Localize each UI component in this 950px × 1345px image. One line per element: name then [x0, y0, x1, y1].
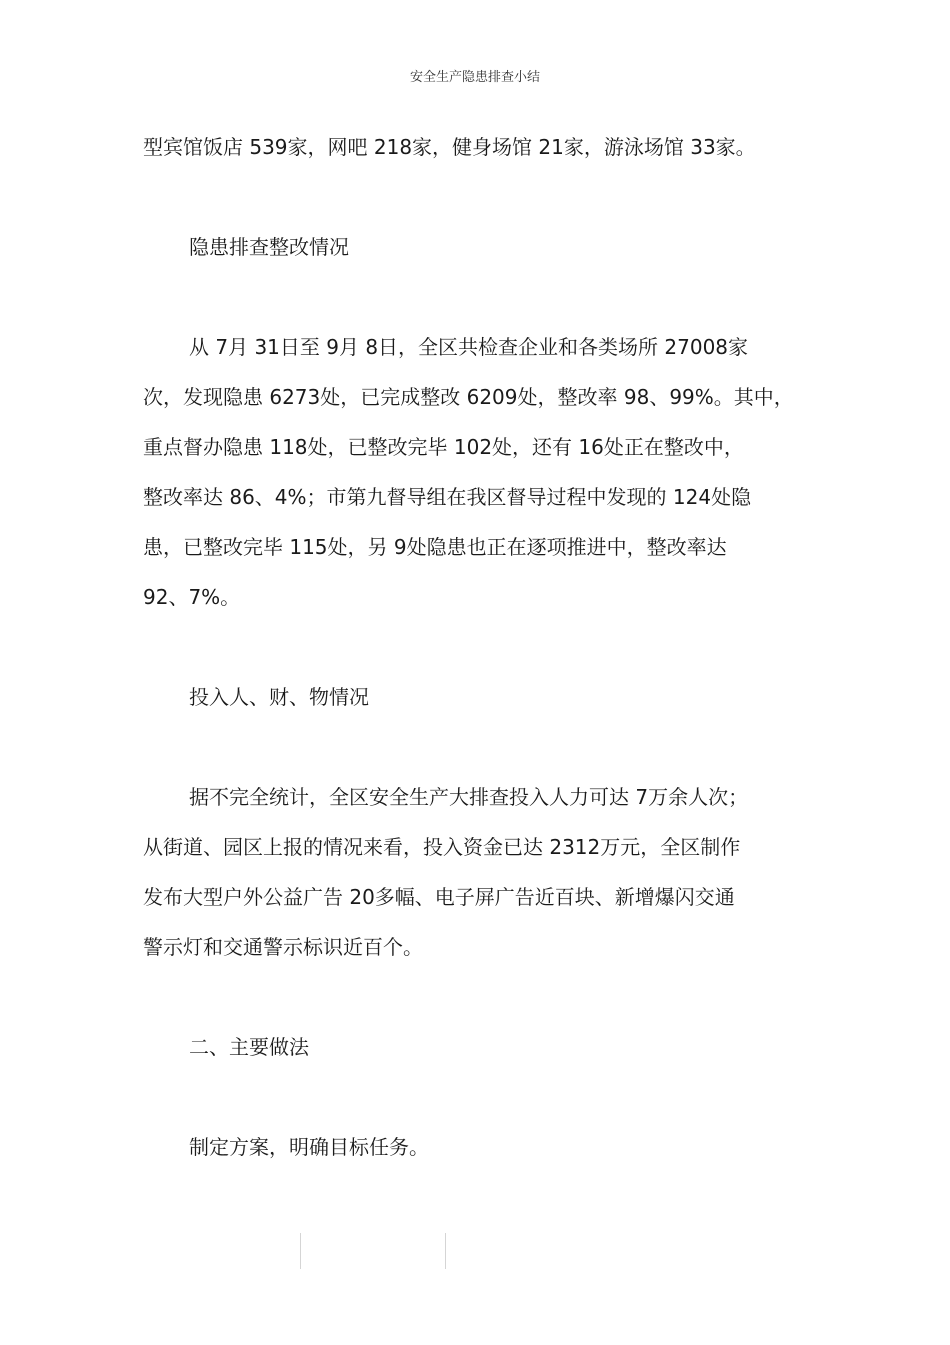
paragraph-line: 从 7月 31日至 9月 8日，全区共检查企业和各类场所 27008家 [189, 335, 749, 359]
paragraph-line: 从街道、园区上报的情况来看，投入资金已达 2312万元，全区制作 [143, 835, 741, 859]
heading-plan-targets: 制定方案，明确目标任务。 [189, 1135, 429, 1159]
paragraph-line: 发布大型户外公益广告 20多幅、电子屏广告近百块、新增爆闪交通 [143, 885, 735, 909]
document-body [143, 122, 813, 1222]
paragraph-line: 患，已整改完毕 115处，另 9处隐患也正在逐项推进中，整改率达 [143, 535, 727, 559]
paragraph-input-resources [143, 772, 813, 972]
heading-input-resources: 投入人、财、物情况 [189, 685, 369, 709]
page-header-title: 安全生产隐患排查小结 [409, 70, 540, 85]
continuation-line: 型宾馆饭店 539家，网吧 218家，健身场馆 21家，游泳场馆 33家。 [143, 135, 756, 159]
page-divider-left [300, 1233, 301, 1269]
heading-main-practices: 二、主要做法 [189, 1035, 309, 1059]
paragraph-line: 据不完全统计，全区安全生产大排查投入人力可达 7万余人次； [189, 785, 749, 809]
paragraph-line: 重点督办隐患 118处，已整改完毕 102处，还有 16处正在整改中， [143, 435, 744, 459]
page-divider-right [445, 1233, 446, 1269]
paragraph-line: 整改率达 86、4%；市第九督导组在我区督导过程中发现的 124处隐 [143, 485, 752, 509]
paragraph-line: 92、7%。 [143, 585, 241, 609]
paragraph-line: 次，发现隐患 6273处，已完成整改 6209处，整改率 98、99%。其中， [143, 385, 794, 409]
paragraph-line: 警示灯和交通警示标识近百个。 [143, 935, 423, 959]
paragraph-hazard-rectification [143, 322, 813, 622]
heading-hazard-rectification: 隐患排查整改情况 [189, 235, 349, 259]
